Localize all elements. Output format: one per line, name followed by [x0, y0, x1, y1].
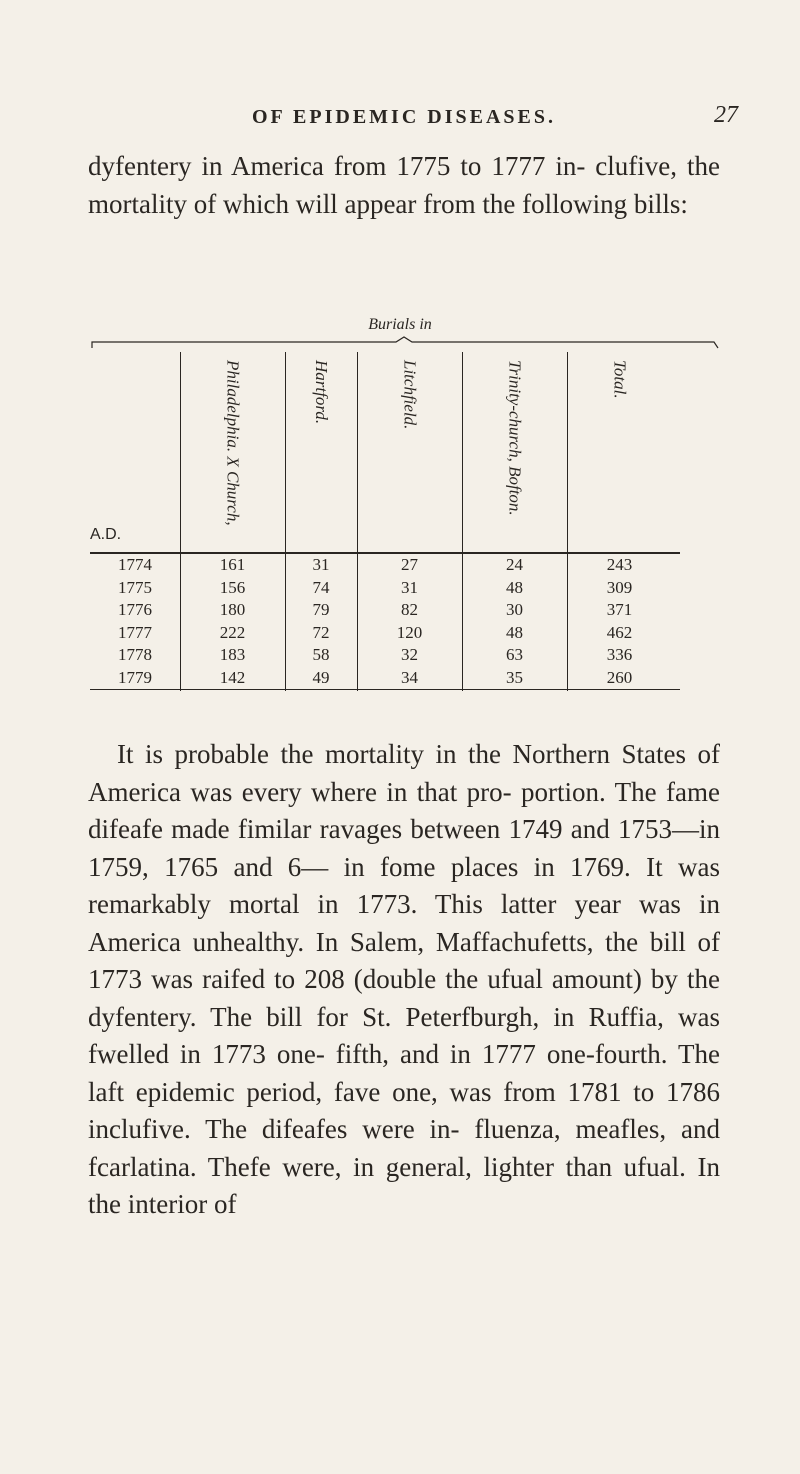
trinity-church-cell: 48 — [506, 577, 523, 597]
hartford-cell: 49 — [312, 667, 330, 687]
total-cell: 260 — [606, 667, 633, 687]
litchfield-cell: 32 — [401, 645, 418, 664]
total-cell: 309 — [606, 577, 633, 597]
year-cell: 1774 — [118, 555, 152, 574]
column-header-hartford — [285, 352, 357, 552]
body-paragraph: It is probable the mortality in the Northern States of America was every where in that pro- portion. The fame difeafe made fimilar ravages between 1749 and 1753—in 1759, 1765 and 6— in fome places in 1769. It was remarkably mortal in 1773. This latter year was in America unhealthy. In Salem, Maffachufetts, the bill of 1773 was raifed to 208 (double the ufual amount) by the dyfentery. The bill for St. Peterfburgh, in Ruffia, was fwelled in 1773 one- fifth, and in 1777 one-fourth. The laft epidemic period, fave one, was from 1781 to 1786 inclufive. The difeafes were in- fluenza, meafles, and fcarlatina. Thefe were, in general, lighter than ufual. In the interior of — [88, 739, 720, 1219]
year-cell: 1777 — [118, 622, 152, 642]
table-row — [90, 667, 680, 690]
litchfield-cell: 120 — [396, 622, 423, 642]
hartford-cell: 74 — [312, 577, 330, 597]
table-row — [90, 599, 680, 622]
litchfield-cell: 82 — [401, 600, 418, 619]
running-title: OF EPIDEMIC DISEASES. — [252, 106, 556, 128]
burials-table — [90, 352, 680, 690]
trinity-church-cell: 35 — [506, 667, 523, 687]
philadelphia-cell: 142 — [219, 667, 246, 687]
intro-paragraph: dyfentery in America from 1775 to 1777 in- clufive, the mortality of which will appear from the following bills: — [88, 151, 720, 219]
philadelphia-cell: 156 — [219, 577, 246, 597]
table-bottom-rule — [90, 689, 680, 690]
litchfield-cell: 34 — [401, 667, 418, 687]
trinity-church-cell: 63 — [506, 645, 523, 664]
year-cell: 1779 — [118, 667, 152, 687]
trinity-church-cell: 48 — [506, 622, 523, 642]
table-row — [90, 622, 680, 645]
table-row — [90, 644, 680, 667]
year-cell: 1778 — [118, 645, 152, 664]
column-header-total — [567, 352, 672, 552]
hartford-cell: 31 — [312, 555, 330, 574]
total-cell: 371 — [606, 600, 633, 619]
column-header-label: Hartford. — [312, 360, 331, 425]
column-header-philadelphia — [180, 352, 285, 552]
total-cell: 336 — [606, 645, 633, 664]
column-header-label: Litchfield. — [400, 360, 420, 430]
column-header-label: Philadelphia. X Church, — [223, 360, 243, 526]
trinity-church-cell: 30 — [506, 600, 523, 619]
hartford-cell: 72 — [312, 622, 330, 642]
page-header — [0, 100, 800, 140]
table-row — [90, 554, 680, 577]
column-header-label: Total. — [610, 360, 630, 399]
column-divider — [567, 352, 568, 552]
year-cell: 1775 — [118, 577, 152, 597]
hartford-cell: 79 — [312, 600, 330, 619]
table-caption: Burials in — [368, 316, 432, 333]
column-divider — [285, 352, 286, 552]
philadelphia-cell: 222 — [219, 622, 246, 642]
philadelphia-cell: 161 — [219, 555, 246, 574]
column-header-trinity-church — [462, 352, 567, 552]
column-divider — [462, 352, 463, 552]
year-cell: 1776 — [118, 600, 152, 619]
column-header-label: Trinity-church, Bofton. — [505, 360, 525, 516]
column-divider — [357, 352, 358, 552]
page-number: 27 — [714, 102, 738, 128]
total-cell: 462 — [606, 622, 633, 642]
brace-divider — [90, 336, 720, 350]
year-column-header: A.D. — [90, 526, 122, 543]
table-header — [90, 352, 680, 554]
total-cell: 243 — [606, 555, 633, 574]
hartford-cell: 58 — [312, 645, 330, 664]
philadelphia-cell: 180 — [219, 600, 246, 619]
column-divider — [180, 352, 181, 552]
table-row — [90, 577, 680, 600]
trinity-church-cell: 24 — [506, 555, 523, 574]
column-header-litchfield — [357, 352, 462, 552]
litchfield-cell: 31 — [401, 577, 418, 597]
table-body — [90, 554, 680, 690]
philadelphia-cell: 183 — [219, 645, 246, 664]
litchfield-cell: 27 — [401, 555, 418, 574]
